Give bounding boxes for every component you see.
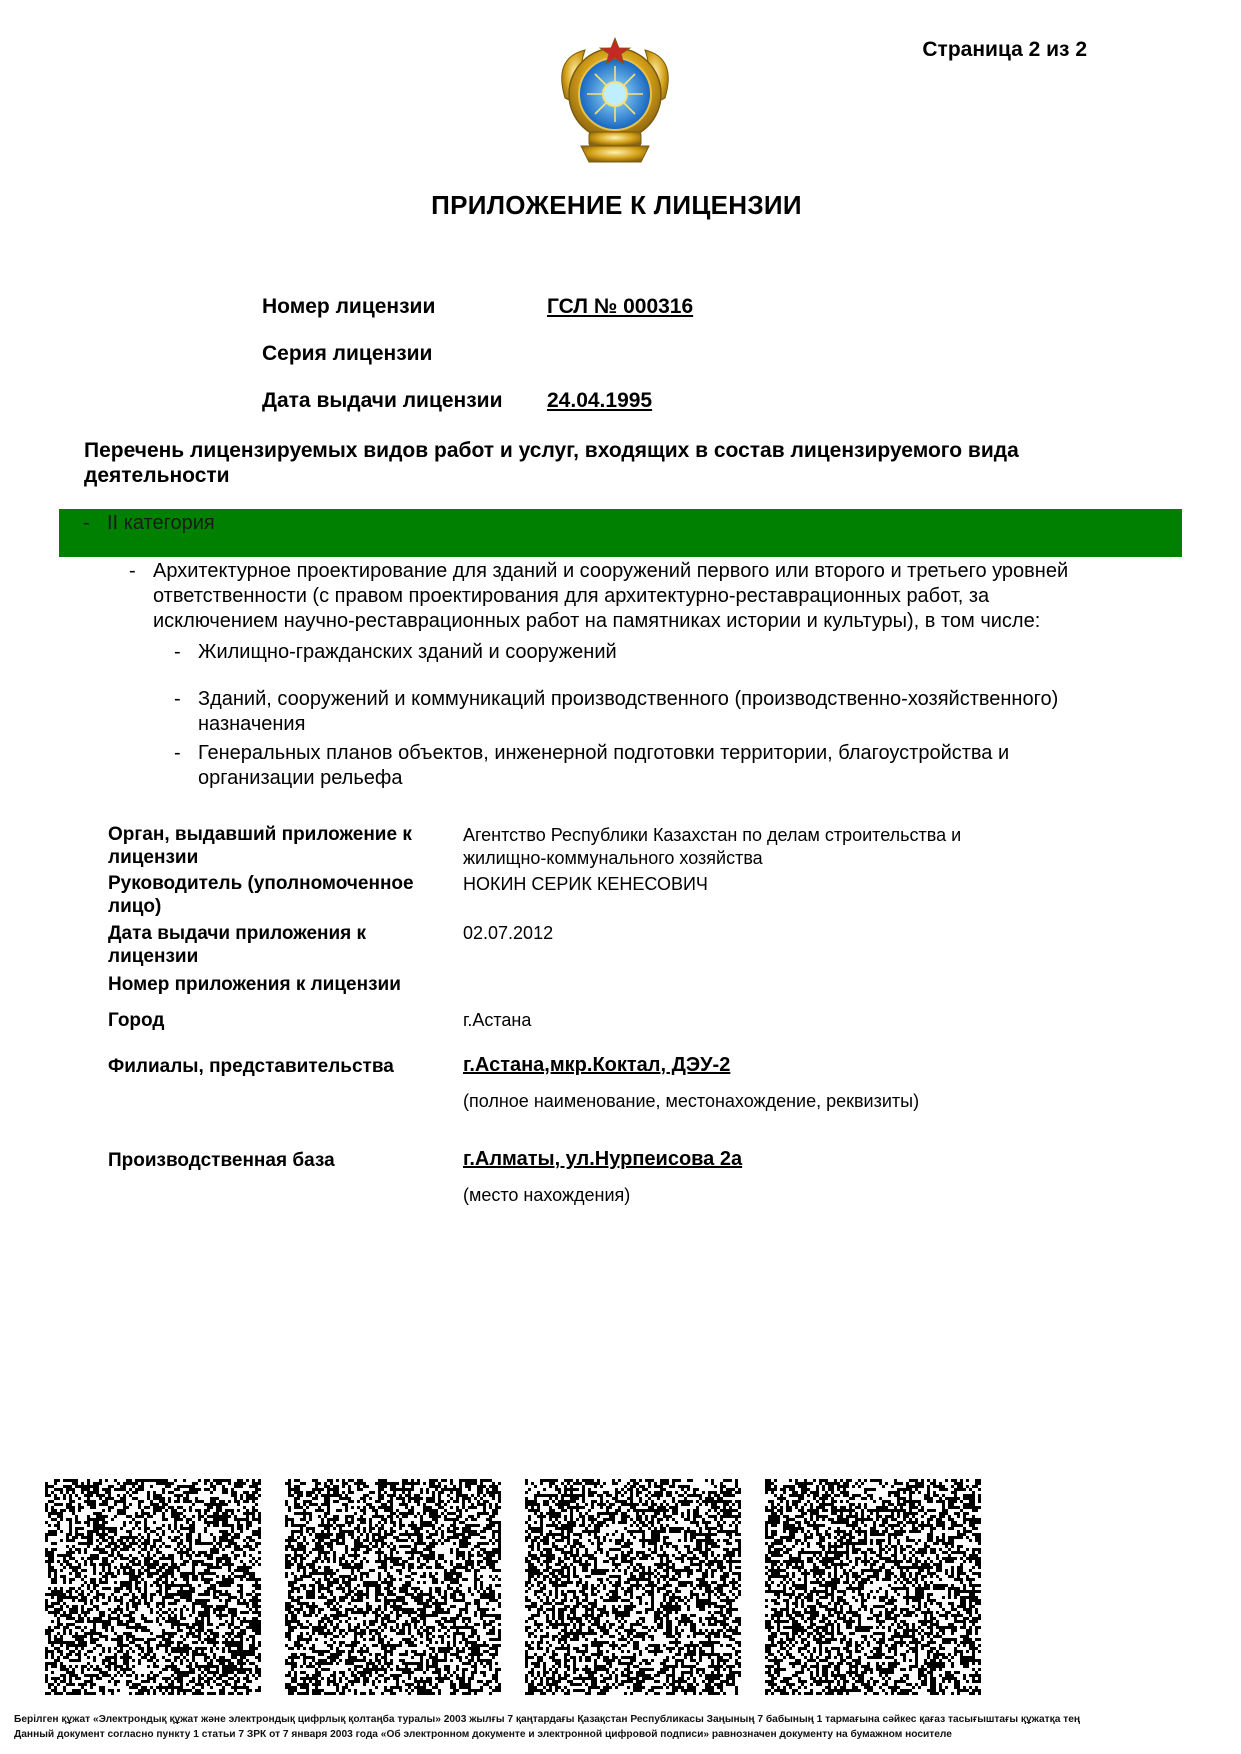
license-date-value: 24.04.1995 xyxy=(547,389,653,412)
list-item-line: организации рельефа xyxy=(198,767,403,789)
license-number-value: ГСЛ № 000316 xyxy=(547,295,694,318)
issuer-label-line: Орган, выдавший приложение к xyxy=(108,824,412,845)
issuer-value-line: жилищно-коммунального хозяйства xyxy=(463,848,763,868)
legal-footer xyxy=(14,1712,1229,1742)
annex-date-label-line: Дата выдачи приложения к xyxy=(108,923,367,944)
legal-footer-ru: Данный документ согласно пункту 1 статьи 7 ЗРК от 7 января 2003 года «Об электронном документе и электронной цифровой подписи» равнозначен документу на бумажном носителе xyxy=(14,1729,952,1740)
works-list-heading-line: деятельности xyxy=(84,464,230,487)
list-item xyxy=(129,559,1189,639)
list-item-line: исключением научно-реставрационных работ на памятниках истории и культуры), в том числе: xyxy=(153,610,1041,632)
list-item-line: ответственности (с правом проектирования для архитектурно-реставрационных работ, за xyxy=(153,585,990,607)
production-base-label: Производственная база xyxy=(108,1150,335,1171)
head-label-line: лицо) xyxy=(108,896,162,917)
annex-number-label: Номер приложения к лицензии xyxy=(108,974,401,995)
license-number-label: Номер лицензии xyxy=(262,295,436,318)
license-series-label: Серия лицензии xyxy=(262,342,433,365)
production-base-note: (место нахождения) xyxy=(463,1185,631,1205)
branches-label: Филиалы, представительства xyxy=(108,1056,394,1077)
list-item-dash: - xyxy=(174,641,181,663)
list-item-line: Генеральных планов объектов, инженерной подготовки территории, благоустройства и xyxy=(198,742,1010,764)
branches-value: г.Астана,мкр.Коктал, ДЭУ-2 xyxy=(463,1054,731,1076)
category-dash: - xyxy=(83,512,90,534)
legal-footer-kz: Берілген құжат «Электрондық құжат және электрондық цифрлық қолтаңба туралы» 2003 жылғы 7 қаңтардағы Қазақстан Республикасы Заңының 7 бабының 1 тармағына сәйкес қағаз тасығыштағы құжатқа тең xyxy=(14,1714,1081,1725)
qr-code-icon xyxy=(45,1479,261,1695)
works-list-heading-line: Перечень лицензируемых видов работ и услуг, входящих в состав лицензируемого вида xyxy=(84,439,1019,462)
head-value: НОКИН СЕРИК КЕНЕСОВИЧ xyxy=(463,874,708,894)
city-label: Город xyxy=(108,1010,165,1031)
qr-code-icon xyxy=(285,1479,501,1695)
city-value: г.Астана xyxy=(463,1010,532,1030)
list-item-line: назначения xyxy=(198,713,306,735)
list-item xyxy=(174,640,1174,668)
category-bar xyxy=(59,509,1182,557)
annex-date-label xyxy=(108,922,448,968)
list-item xyxy=(174,687,1174,741)
list-item-dash: - xyxy=(129,560,136,582)
state-emblem-icon xyxy=(545,28,685,168)
document-title: ПРИЛОЖЕНИЕ К ЛИЦЕНЗИИ xyxy=(431,190,802,220)
list-item-dash: - xyxy=(174,742,181,764)
issuer-value xyxy=(463,824,1083,870)
annex-date-label-line: лицензии xyxy=(108,946,199,967)
list-item xyxy=(174,741,1174,795)
annex-date-value: 02.07.2012 xyxy=(463,923,554,943)
works-list-heading xyxy=(84,438,1164,488)
issuer-label-line: лицензии xyxy=(108,847,199,868)
head-label-line: Руководитель (уполномоченное xyxy=(108,873,414,894)
list-item-line: Архитектурное проектирование для зданий и сооружений первого или второго и третьего уровней xyxy=(153,560,1069,582)
qr-code-icon xyxy=(765,1479,981,1695)
list-item-dash: - xyxy=(174,688,181,710)
branches-note: (полное наименование, местонахождение, реквизиты) xyxy=(463,1091,920,1111)
page-number: Страница 2 из 2 xyxy=(922,38,1087,61)
issuer-label xyxy=(108,823,448,869)
qr-code-icon xyxy=(525,1479,741,1695)
head-label xyxy=(108,872,448,918)
production-base-value: г.Алматы, ул.Нурпеисова 2а xyxy=(463,1148,743,1170)
category-label: II категория xyxy=(107,512,215,534)
list-item-line: Жилищно-гражданских зданий и сооружений xyxy=(198,641,617,663)
list-item-line: Зданий, сооружений и коммуникаций производственного (производственно-хозяйственного) xyxy=(198,688,1059,710)
issuer-value-line: Агентство Республики Казахстан по делам строительства и xyxy=(463,825,962,845)
license-date-label: Дата выдачи лицензии xyxy=(262,389,503,412)
